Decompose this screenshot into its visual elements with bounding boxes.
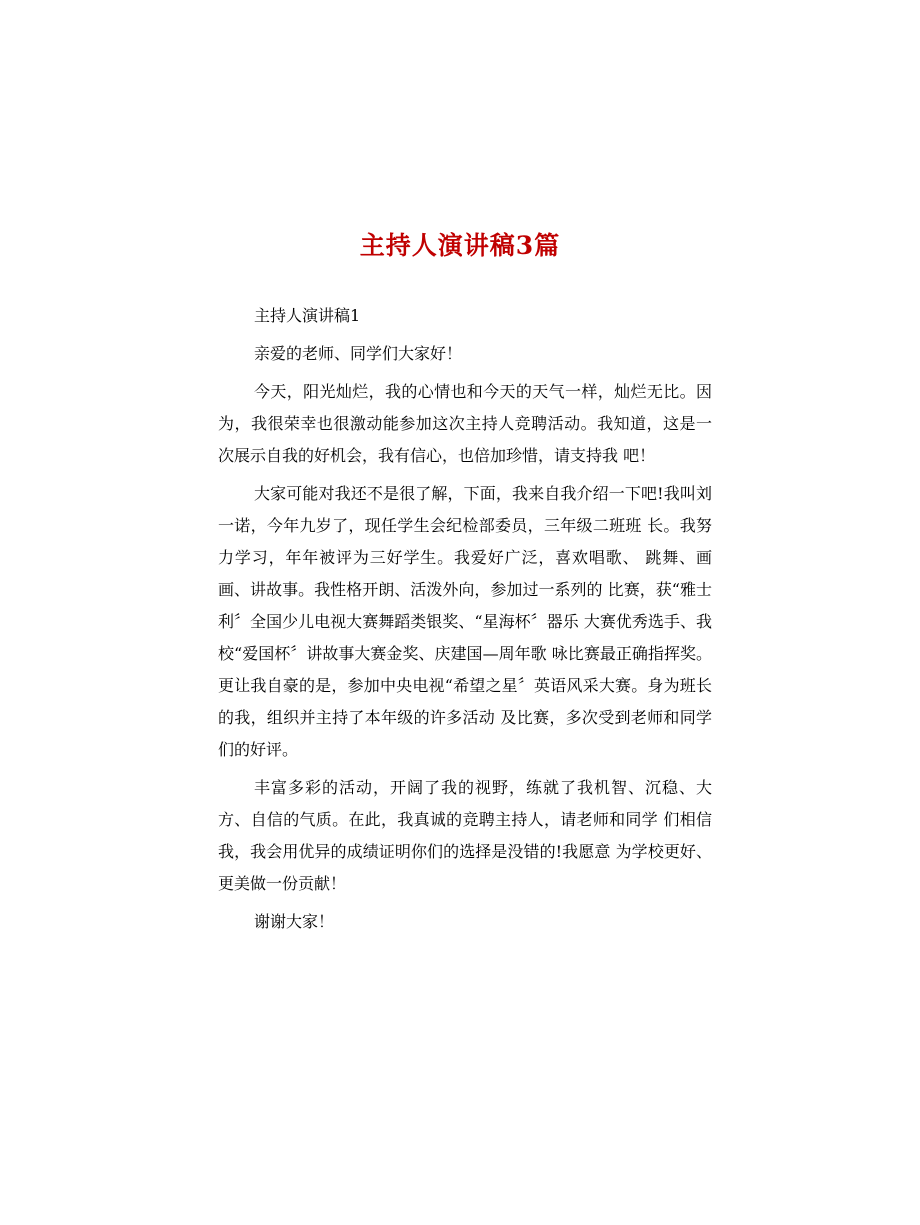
thanks-paragraph: 谢谢大家！ xyxy=(254,912,335,931)
section-heading: 主持人演讲稿1 xyxy=(254,306,361,325)
self-introduction-paragraph: 大家可能对我还不是很了解，下面，我来自我介绍一下吧!我叫刘一诺，今年九岁了，现任学生会纪检部委员，三年级二班班 长。我努力学习，年年被评为三好学生。我爱好广泛，喜欢唱歌、 跳舞、画画、讲故事。我性格开朗、活泼外向，参加过一系列的 比赛，获“雅士利〞全国少儿电视大赛舞蹈类银奖、“星海杯〞器乐 大赛优秀选手、我校“爱国杯〞讲故事大赛金奖、庆建国—周年歌 咏比赛最正确指挥奖。更让我自豪的是，参加中央电视“希望之星〞英语风采大赛。身为班长的我，组织并主持了本年级的许多活动 及比赛，多次受到老师和同学们的好评。 xyxy=(218,484,712,759)
greeting-paragraph: 亲爱的老师、同学们大家好！ xyxy=(254,344,463,363)
document-body xyxy=(218,300,712,944)
closing-paragraph: 丰富多彩的活动，开阔了我的视野，练就了我机智、沉稳、大方、自信的气质。在此，我真诚的竞聘主持人，请老师和同学 们相信我，我会用优异的成绩证明你们的选择是没错的!我愿意 为学校更好、更美做一份贡献！ xyxy=(218,778,712,893)
document-title: 主持人演讲稿3篇 xyxy=(359,231,561,260)
opening-paragraph: 今天，阳光灿烂，我的心情也和今天的天气一样，灿烂无比。因为，我很荣幸也很激动能参加这次主持人竞聘活动。我知道，这是一次展示自我的好机会，我有信心，也倍加珍惜，请支持我 吧！ xyxy=(218,382,712,465)
